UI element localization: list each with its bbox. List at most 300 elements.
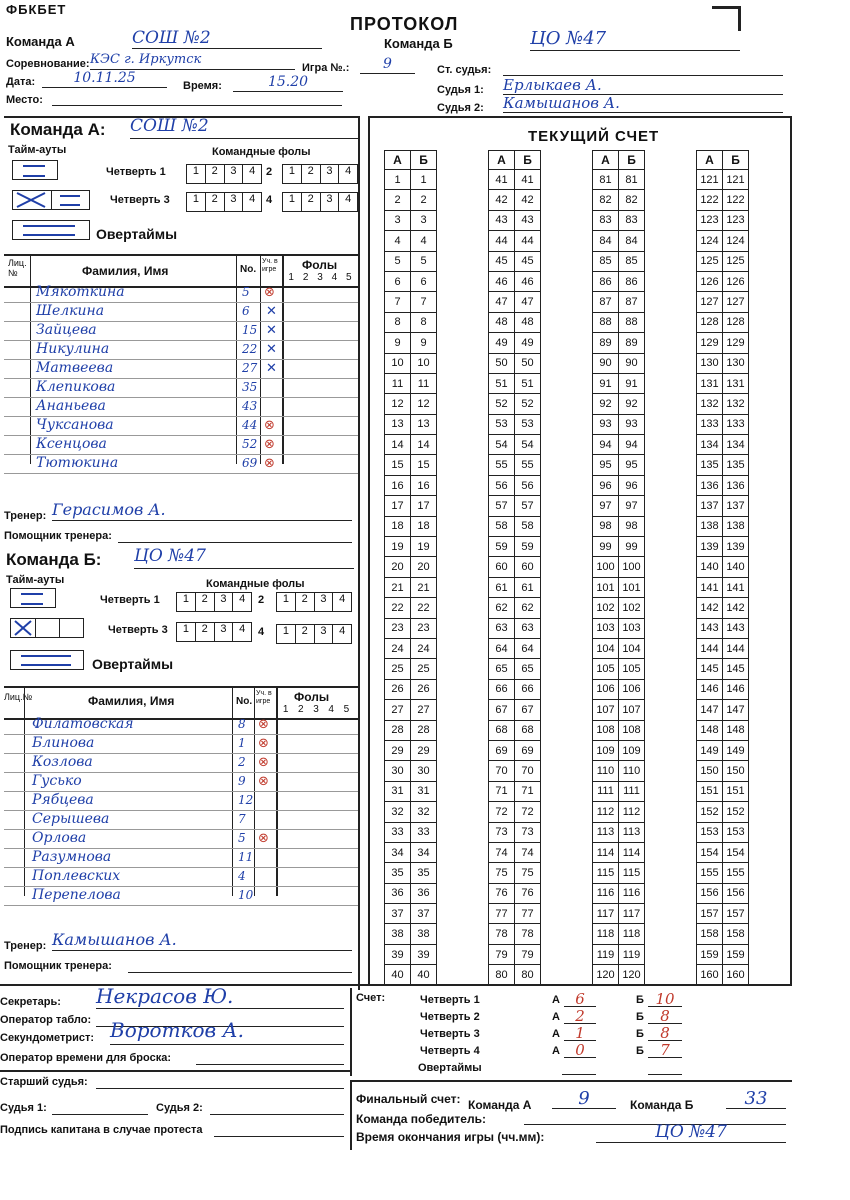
score-cell-b[interactable]: 155 (723, 863, 749, 883)
team-b-player-row[interactable] (4, 773, 358, 792)
score-cell-a[interactable]: 49 (489, 333, 515, 353)
score-cell-b[interactable]: 114 (619, 842, 645, 862)
score-cell-b[interactable]: 46 (515, 271, 541, 291)
score-cell-a[interactable]: 136 (697, 475, 723, 495)
score-cell-b[interactable]: 91 (619, 373, 645, 393)
score-cell-b[interactable]: 34 (411, 842, 437, 862)
score-cell-b[interactable]: 158 (723, 924, 749, 944)
team-a-q3-fouls[interactable]: 1 2 3 4 (186, 192, 262, 212)
score-cell-b[interactable]: 1 (411, 170, 437, 190)
score-cell-a[interactable]: 102 (593, 598, 619, 618)
score-cell-b[interactable]: 25 (411, 659, 437, 679)
score-cell-b[interactable]: 139 (723, 537, 749, 557)
score-cell-b[interactable]: 24 (411, 638, 437, 658)
score-cell-a[interactable]: 92 (593, 394, 619, 414)
score-cell-b[interactable]: 17 (411, 496, 437, 516)
score-cell-b[interactable]: 147 (723, 700, 749, 720)
score-cell-b[interactable]: 16 (411, 475, 437, 495)
score-cell-b[interactable]: 106 (619, 679, 645, 699)
score-cell-a[interactable]: 39 (385, 944, 411, 964)
score-cell-b[interactable]: 154 (723, 842, 749, 862)
score-cell-b[interactable]: 104 (619, 638, 645, 658)
score-cell-a[interactable]: 50 (489, 353, 515, 373)
score-cell-b[interactable]: 65 (515, 659, 541, 679)
time-value[interactable]: 15.20 (233, 74, 343, 92)
score-cell-b[interactable]: 74 (515, 842, 541, 862)
score-cell-a[interactable]: 31 (385, 781, 411, 801)
team-a-q2-fouls[interactable]: 1 2 3 4 (282, 164, 358, 184)
score-cell-a[interactable]: 146 (697, 679, 723, 699)
score-cell-a[interactable]: 95 (593, 455, 619, 475)
score-cell-b[interactable]: 3 (411, 210, 437, 230)
overtime-score-b[interactable] (648, 1062, 682, 1075)
score-cell-a[interactable]: 121 (697, 170, 723, 190)
score-cell-a[interactable]: 59 (489, 537, 515, 557)
score-cell-a[interactable]: 16 (385, 475, 411, 495)
score-cell-b[interactable]: 42 (515, 190, 541, 210)
team-b-player-row[interactable] (4, 754, 358, 773)
score-cell-b[interactable]: 64 (515, 638, 541, 658)
score-cell-a[interactable]: 73 (489, 822, 515, 842)
score-cell-b[interactable]: 131 (723, 373, 749, 393)
team-b-assistant-value[interactable] (128, 958, 352, 973)
score-cell-b[interactable]: 138 (723, 516, 749, 536)
score-cell-b[interactable]: 82 (619, 190, 645, 210)
score-cell-a[interactable]: 74 (489, 842, 515, 862)
team-b-q4-fouls[interactable]: 1 2 3 4 (276, 624, 352, 644)
score-cell-b[interactable]: 150 (723, 761, 749, 781)
score-cell-a[interactable]: 8 (385, 312, 411, 332)
score-cell-b[interactable]: 118 (619, 924, 645, 944)
team-a-player-row[interactable] (4, 322, 358, 341)
score-cell-b[interactable]: 15 (411, 455, 437, 475)
quarter-score-a[interactable]: 0 (564, 1041, 596, 1058)
score-cell-b[interactable]: 36 (411, 883, 437, 903)
score-cell-a[interactable]: 33 (385, 822, 411, 842)
score-cell-b[interactable]: 83 (619, 210, 645, 230)
score-cell-b[interactable]: 5 (411, 251, 437, 271)
team-a-assistant-value[interactable] (118, 528, 352, 543)
score-cell-b[interactable]: 133 (723, 414, 749, 434)
score-cell-a[interactable]: 156 (697, 883, 723, 903)
score-cell-b[interactable]: 103 (619, 618, 645, 638)
score-cell-b[interactable]: 54 (515, 435, 541, 455)
team-b-timeout-q1[interactable] (10, 588, 56, 608)
score-cell-a[interactable]: 127 (697, 292, 723, 312)
score-cell-a[interactable]: 119 (593, 944, 619, 964)
score-cell-b[interactable]: 61 (515, 577, 541, 597)
score-cell-a[interactable]: 77 (489, 904, 515, 924)
score-cell-a[interactable]: 111 (593, 781, 619, 801)
score-cell-b[interactable]: 86 (619, 271, 645, 291)
score-cell-b[interactable]: 156 (723, 883, 749, 903)
score-cell-b[interactable]: 63 (515, 618, 541, 638)
score-cell-a[interactable]: 75 (489, 863, 515, 883)
score-cell-b[interactable]: 73 (515, 822, 541, 842)
score-cell-b[interactable]: 105 (619, 659, 645, 679)
score-cell-b[interactable]: 75 (515, 863, 541, 883)
score-cell-a[interactable]: 144 (697, 638, 723, 658)
score-cell-b[interactable]: 130 (723, 353, 749, 373)
score-cell-b[interactable]: 58 (515, 516, 541, 536)
score-cell-b[interactable]: 45 (515, 251, 541, 271)
score-cell-a[interactable]: 41 (489, 170, 515, 190)
score-cell-b[interactable]: 57 (515, 496, 541, 516)
score-cell-a[interactable]: 158 (697, 924, 723, 944)
team-a-player-row[interactable] (4, 303, 358, 322)
score-cell-b[interactable]: 2 (411, 190, 437, 210)
score-cell-a[interactable]: 138 (697, 516, 723, 536)
score-cell-b[interactable]: 123 (723, 210, 749, 230)
score-cell-b[interactable]: 121 (723, 170, 749, 190)
score-cell-a[interactable]: 35 (385, 863, 411, 883)
score-cell-b[interactable]: 76 (515, 883, 541, 903)
score-cell-b[interactable]: 120 (619, 965, 645, 985)
ref1-bottom-value[interactable] (52, 1102, 148, 1115)
score-cell-b[interactable]: 12 (411, 394, 437, 414)
score-cell-b[interactable]: 90 (619, 353, 645, 373)
score-cell-a[interactable]: 134 (697, 435, 723, 455)
score-cell-b[interactable]: 23 (411, 618, 437, 638)
score-cell-b[interactable]: 43 (515, 210, 541, 230)
score-cell-a[interactable]: 103 (593, 618, 619, 638)
score-cell-a[interactable]: 100 (593, 557, 619, 577)
timer-value[interactable]: Воротков А. (110, 1018, 344, 1045)
score-cell-b[interactable]: 88 (619, 312, 645, 332)
score-cell-b[interactable]: 110 (619, 761, 645, 781)
score-cell-b[interactable]: 84 (619, 231, 645, 251)
score-cell-b[interactable]: 59 (515, 537, 541, 557)
score-cell-a[interactable]: 3 (385, 210, 411, 230)
score-cell-a[interactable]: 157 (697, 904, 723, 924)
score-cell-a[interactable]: 112 (593, 802, 619, 822)
score-cell-a[interactable]: 4 (385, 231, 411, 251)
score-cell-a[interactable]: 84 (593, 231, 619, 251)
team-a-q4-fouls[interactable]: 1 2 3 4 (282, 192, 358, 212)
score-cell-a[interactable]: 76 (489, 883, 515, 903)
score-cell-b[interactable]: 149 (723, 740, 749, 760)
score-cell-a[interactable]: 118 (593, 924, 619, 944)
score-cell-a[interactable]: 99 (593, 537, 619, 557)
score-cell-a[interactable]: 53 (489, 414, 515, 434)
score-cell-b[interactable]: 29 (411, 740, 437, 760)
score-cell-a[interactable]: 159 (697, 944, 723, 964)
score-cell-a[interactable]: 65 (489, 659, 515, 679)
score-cell-b[interactable]: 142 (723, 598, 749, 618)
score-cell-b[interactable]: 7 (411, 292, 437, 312)
score-cell-b[interactable]: 32 (411, 802, 437, 822)
score-cell-a[interactable]: 91 (593, 373, 619, 393)
score-cell-b[interactable]: 101 (619, 577, 645, 597)
score-cell-b[interactable]: 9 (411, 333, 437, 353)
end-time-value[interactable]: ЦО №47 (596, 1122, 786, 1143)
score-cell-b[interactable]: 98 (619, 516, 645, 536)
team-b-q3-fouls[interactable]: 1 2 3 4 (176, 622, 252, 642)
score-cell-b[interactable]: 39 (411, 944, 437, 964)
score-cell-a[interactable]: 38 (385, 924, 411, 944)
score-cell-a[interactable]: 7 (385, 292, 411, 312)
score-cell-a[interactable]: 151 (697, 781, 723, 801)
team-a-player-row[interactable] (4, 360, 358, 379)
score-cell-b[interactable]: 72 (515, 802, 541, 822)
score-cell-a[interactable]: 108 (593, 720, 619, 740)
score-cell-a[interactable]: 109 (593, 740, 619, 760)
score-cell-a[interactable]: 46 (489, 271, 515, 291)
score-cell-a[interactable]: 101 (593, 577, 619, 597)
score-cell-a[interactable]: 155 (697, 863, 723, 883)
score-cell-a[interactable]: 36 (385, 883, 411, 903)
team-a-player-row[interactable] (4, 379, 358, 398)
score-cell-b[interactable]: 21 (411, 577, 437, 597)
score-cell-a[interactable]: 28 (385, 720, 411, 740)
score-cell-a[interactable]: 150 (697, 761, 723, 781)
score-cell-b[interactable]: 116 (619, 883, 645, 903)
score-cell-b[interactable]: 20 (411, 557, 437, 577)
team-b-player-row[interactable] (4, 716, 358, 735)
score-cell-a[interactable]: 93 (593, 414, 619, 434)
score-cell-b[interactable]: 92 (619, 394, 645, 414)
score-cell-a[interactable]: 147 (697, 700, 723, 720)
team-b-player-row[interactable] (4, 830, 358, 849)
score-cell-b[interactable]: 52 (515, 394, 541, 414)
score-cell-a[interactable]: 88 (593, 312, 619, 332)
score-cell-b[interactable]: 41 (515, 170, 541, 190)
score-cell-a[interactable]: 117 (593, 904, 619, 924)
score-cell-b[interactable]: 10 (411, 353, 437, 373)
score-cell-a[interactable]: 160 (697, 965, 723, 985)
score-cell-a[interactable]: 129 (697, 333, 723, 353)
score-cell-a[interactable]: 6 (385, 271, 411, 291)
score-cell-b[interactable]: 94 (619, 435, 645, 455)
score-cell-a[interactable]: 20 (385, 557, 411, 577)
score-cell-b[interactable]: 19 (411, 537, 437, 557)
score-cell-b[interactable]: 53 (515, 414, 541, 434)
score-cell-a[interactable]: 141 (697, 577, 723, 597)
score-cell-a[interactable]: 26 (385, 679, 411, 699)
score-cell-b[interactable]: 136 (723, 475, 749, 495)
score-cell-a[interactable]: 57 (489, 496, 515, 516)
score-cell-a[interactable]: 13 (385, 414, 411, 434)
team-b-q2-fouls[interactable]: 1 2 3 4 (276, 592, 352, 612)
team-a-player-row[interactable] (4, 398, 358, 417)
score-cell-a[interactable]: 96 (593, 475, 619, 495)
score-cell-a[interactable]: 135 (697, 455, 723, 475)
score-cell-a[interactable]: 113 (593, 822, 619, 842)
place-value[interactable] (52, 88, 342, 106)
score-cell-a[interactable]: 70 (489, 761, 515, 781)
team-b-player-row[interactable] (4, 868, 358, 887)
team-a-q1-fouls[interactable]: 1 2 3 4 (186, 164, 262, 184)
team-b-timeout-q3[interactable] (10, 618, 84, 638)
score-cell-a[interactable]: 66 (489, 679, 515, 699)
score-cell-b[interactable]: 8 (411, 312, 437, 332)
competition-value[interactable]: КЭС г. Иркутск (90, 52, 295, 70)
score-cell-a[interactable]: 19 (385, 537, 411, 557)
team-a-player-row[interactable] (4, 436, 358, 455)
score-cell-b[interactable]: 157 (723, 904, 749, 924)
score-cell-a[interactable]: 58 (489, 516, 515, 536)
score-cell-a[interactable]: 18 (385, 516, 411, 536)
score-cell-a[interactable]: 23 (385, 618, 411, 638)
score-cell-a[interactable]: 12 (385, 394, 411, 414)
score-cell-a[interactable]: 32 (385, 802, 411, 822)
score-cell-b[interactable]: 160 (723, 965, 749, 985)
score-cell-a[interactable]: 40 (385, 965, 411, 985)
team-b-name[interactable]: ЦО №47 (134, 546, 354, 569)
score-cell-b[interactable]: 127 (723, 292, 749, 312)
score-cell-a[interactable]: 153 (697, 822, 723, 842)
score-cell-a[interactable]: 24 (385, 638, 411, 658)
score-cell-a[interactable]: 116 (593, 883, 619, 903)
score-cell-a[interactable]: 9 (385, 333, 411, 353)
score-cell-a[interactable]: 89 (593, 333, 619, 353)
team-b-overtime-box[interactable] (10, 650, 84, 670)
score-cell-a[interactable]: 142 (697, 598, 723, 618)
score-cell-a[interactable]: 45 (489, 251, 515, 271)
score-cell-b[interactable]: 77 (515, 904, 541, 924)
score-cell-b[interactable]: 35 (411, 863, 437, 883)
score-cell-a[interactable]: 29 (385, 740, 411, 760)
overtime-score-a[interactable] (562, 1062, 596, 1075)
score-cell-b[interactable]: 95 (619, 455, 645, 475)
score-cell-b[interactable]: 93 (619, 414, 645, 434)
score-cell-b[interactable]: 67 (515, 700, 541, 720)
score-cell-b[interactable]: 126 (723, 271, 749, 291)
score-cell-b[interactable]: 31 (411, 781, 437, 801)
score-cell-a[interactable]: 90 (593, 353, 619, 373)
score-cell-a[interactable]: 67 (489, 700, 515, 720)
score-cell-a[interactable]: 115 (593, 863, 619, 883)
score-cell-a[interactable]: 110 (593, 761, 619, 781)
score-cell-b[interactable]: 4 (411, 231, 437, 251)
score-cell-b[interactable]: 112 (619, 802, 645, 822)
team-b-player-row[interactable] (4, 849, 358, 868)
score-cell-b[interactable]: 99 (619, 537, 645, 557)
score-cell-a[interactable]: 17 (385, 496, 411, 516)
score-cell-a[interactable]: 2 (385, 190, 411, 210)
score-cell-a[interactable]: 130 (697, 353, 723, 373)
score-cell-b[interactable]: 14 (411, 435, 437, 455)
team-b-coach-value[interactable]: Камышанов А. (52, 930, 352, 951)
score-cell-b[interactable]: 135 (723, 455, 749, 475)
team-b-player-row[interactable] (4, 811, 358, 830)
score-cell-b[interactable]: 30 (411, 761, 437, 781)
score-cell-a[interactable]: 85 (593, 251, 619, 271)
team-b-player-row[interactable] (4, 735, 358, 754)
score-cell-a[interactable]: 54 (489, 435, 515, 455)
score-cell-a[interactable]: 78 (489, 924, 515, 944)
score-cell-a[interactable]: 56 (489, 475, 515, 495)
team-b-player-row[interactable] (4, 887, 358, 906)
score-cell-a[interactable]: 86 (593, 271, 619, 291)
score-cell-b[interactable]: 56 (515, 475, 541, 495)
score-cell-a[interactable]: 128 (697, 312, 723, 332)
score-cell-b[interactable]: 141 (723, 577, 749, 597)
quarter-score-a[interactable]: 2 (564, 1007, 596, 1024)
score-cell-a[interactable]: 105 (593, 659, 619, 679)
score-cell-a[interactable]: 22 (385, 598, 411, 618)
score-cell-a[interactable]: 1 (385, 170, 411, 190)
score-cell-b[interactable]: 22 (411, 598, 437, 618)
score-cell-a[interactable]: 71 (489, 781, 515, 801)
team-a-overtime-box[interactable] (12, 220, 90, 240)
score-cell-b[interactable]: 148 (723, 720, 749, 740)
quarter-score-b[interactable]: 8 (648, 1024, 682, 1041)
score-cell-b[interactable]: 33 (411, 822, 437, 842)
score-cell-b[interactable]: 66 (515, 679, 541, 699)
score-cell-b[interactable]: 108 (619, 720, 645, 740)
score-cell-b[interactable]: 51 (515, 373, 541, 393)
score-cell-a[interactable]: 11 (385, 373, 411, 393)
score-cell-b[interactable]: 6 (411, 271, 437, 291)
score-cell-b[interactable]: 113 (619, 822, 645, 842)
score-cell-a[interactable]: 27 (385, 700, 411, 720)
score-cell-b[interactable]: 117 (619, 904, 645, 924)
score-cell-b[interactable]: 68 (515, 720, 541, 740)
score-cell-b[interactable]: 119 (619, 944, 645, 964)
secretary-value[interactable]: Некрасов Ю. (96, 984, 344, 1009)
score-cell-a[interactable]: 123 (697, 210, 723, 230)
score-cell-b[interactable]: 49 (515, 333, 541, 353)
score-cell-a[interactable]: 30 (385, 761, 411, 781)
score-cell-a[interactable]: 107 (593, 700, 619, 720)
score-cell-b[interactable]: 47 (515, 292, 541, 312)
score-cell-b[interactable]: 107 (619, 700, 645, 720)
score-cell-a[interactable]: 10 (385, 353, 411, 373)
score-cell-a[interactable]: 63 (489, 618, 515, 638)
team-a-timeout-q1[interactable] (12, 160, 58, 180)
score-cell-b[interactable]: 44 (515, 231, 541, 251)
score-cell-b[interactable]: 140 (723, 557, 749, 577)
score-cell-b[interactable]: 146 (723, 679, 749, 699)
score-cell-b[interactable]: 97 (619, 496, 645, 516)
score-cell-b[interactable]: 81 (619, 170, 645, 190)
score-cell-b[interactable]: 111 (619, 781, 645, 801)
captain-protest-value[interactable] (214, 1124, 344, 1137)
score-cell-b[interactable]: 60 (515, 557, 541, 577)
score-cell-a[interactable]: 133 (697, 414, 723, 434)
score-cell-b[interactable]: 128 (723, 312, 749, 332)
score-cell-b[interactable]: 80 (515, 965, 541, 985)
score-cell-a[interactable]: 120 (593, 965, 619, 985)
score-cell-a[interactable]: 62 (489, 598, 515, 618)
shotclock-value[interactable] (196, 1052, 344, 1065)
score-cell-b[interactable]: 50 (515, 353, 541, 373)
score-cell-b[interactable]: 115 (619, 863, 645, 883)
score-cell-a[interactable]: 131 (697, 373, 723, 393)
team-a-name[interactable]: СОШ №2 (130, 116, 360, 139)
score-cell-a[interactable]: 69 (489, 740, 515, 760)
quarter-score-a[interactable]: 6 (564, 990, 596, 1007)
score-cell-b[interactable]: 137 (723, 496, 749, 516)
score-cell-a[interactable]: 140 (697, 557, 723, 577)
score-cell-b[interactable]: 143 (723, 618, 749, 638)
score-cell-a[interactable]: 37 (385, 904, 411, 924)
score-cell-a[interactable]: 60 (489, 557, 515, 577)
score-cell-a[interactable]: 42 (489, 190, 515, 210)
score-cell-a[interactable]: 148 (697, 720, 723, 740)
score-cell-b[interactable]: 125 (723, 251, 749, 271)
score-cell-a[interactable]: 145 (697, 659, 723, 679)
score-cell-a[interactable]: 68 (489, 720, 515, 740)
score-cell-a[interactable]: 132 (697, 394, 723, 414)
score-cell-b[interactable]: 132 (723, 394, 749, 414)
score-cell-a[interactable]: 81 (593, 170, 619, 190)
team-a-header-value[interactable]: СОШ №2 (132, 28, 322, 49)
score-cell-a[interactable]: 126 (697, 271, 723, 291)
score-cell-a[interactable]: 143 (697, 618, 723, 638)
score-cell-a[interactable]: 15 (385, 455, 411, 475)
